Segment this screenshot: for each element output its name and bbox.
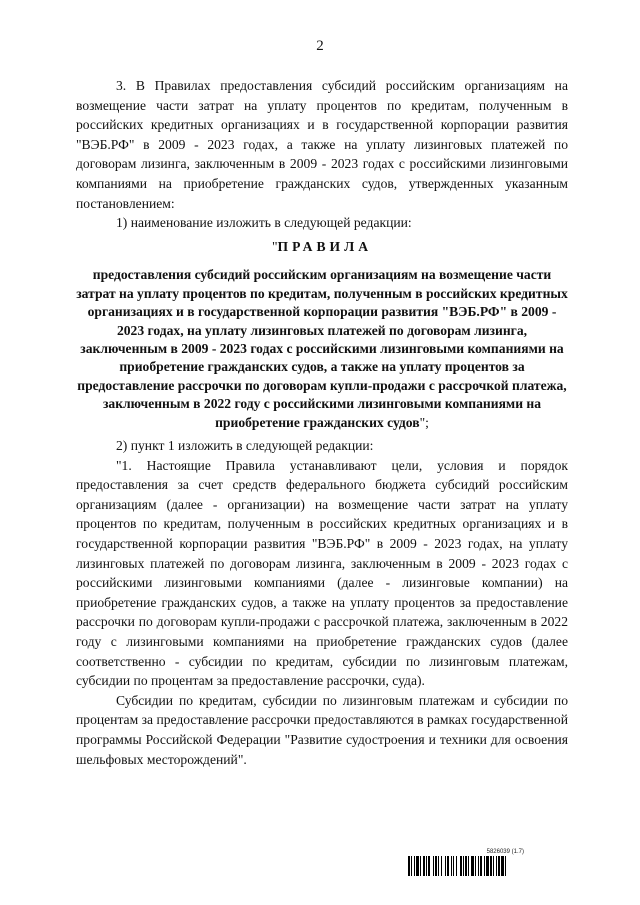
rules-heading — [76, 237, 568, 257]
rules-heading-word: ПРАВИЛА — [277, 238, 373, 254]
paragraph-item-2: 2) пункт 1 изложить в следующей редакции: — [116, 438, 374, 453]
paragraph-amendment-intro: 3. В Правилах предоставления субсидий российским организациям на возмещение части затрат на уплату процентов по кредитам, полученным в российских кредитных организациях и в государственной корпорации развития "ВЭБ.РФ" в 2009 - 2023 годах, а также на уплату лизинговых платежей по договорам лизинга, заключенным в 2009 - 2023 годах с российскими лизинговыми компаниями на приобретение гражданских судов, утвержденных указанным постановлением: — [76, 78, 568, 211]
page-number: 2 — [316, 38, 324, 54]
barcode-bar — [506, 856, 508, 876]
rules-title-end: "; — [419, 414, 429, 430]
barcode-number: 5826039 (1.7) — [486, 849, 524, 855]
paragraph-point-1: "1. Настоящие Правила устанавливают цели, условия и порядок предоставления за счет средств федерального бюджета субсидий российским организациям (далее - организации) на возмещение части затрат на уплату процентов по кредитам, полученным в российских кредитных организациях и в государственной корпорации развития "ВЭБ.РФ" в 2009 - 2023 годах, на уплату лизинговых платежей по договорам лизинга, заключенным в 2009 - 2023 годах с российскими лизинговыми компаниями (далее - лизинговые компании) на приобретение гражданских судов, а также на уплату процентов за предоставление рассрочки по договорам купли-продажи с рассрочкой платежа, заключенным в 2022 году с лизинговыми компаниями на приобретение гражданских судов (далее соответственно - субсидии по кредитам, субсидии по лизинговым платежам, субсидии по процентам за предоставление рассрочки, суда). — [76, 457, 568, 689]
rules-title — [76, 266, 568, 432]
barcode — [408, 856, 566, 876]
barcode-block — [408, 848, 566, 876]
paragraph-subsidies: Субсидии по кредитам, субсидии по лизинговым платежам и субсидии по процентам за предоставление рассрочки предоставляются в рамках государственной программы Российской Федерации "Развитие судостроения и техники для освоения шельфовых месторождений". — [76, 692, 568, 767]
document-body — [76, 76, 568, 769]
rules-title-text: предоставления субсидий российским организациям на возмещение части затрат на уплату процентов по кредитам, полученным в российских кредитных организациях и в государственной корпорации развития "ВЭБ.РФ" в 2009 - 2023 годах, на уплату лизинговых платежей по договорам лизинга, заключенным в 2009 - 2023 годах с российскими лизинговыми компаниями на приобретение гражданских судов, а также на уплату процентов за предоставление рассрочки по договорам купли-продажи с рассрочкой платежа, заключенным в 2022 году с российскими лизинговыми компаниями на приобретение гражданских судов — [76, 267, 568, 430]
paragraph-item-1: 1) наименование изложить в следующей редакции: — [116, 215, 412, 231]
rules-heading-quote: " — [271, 238, 278, 254]
